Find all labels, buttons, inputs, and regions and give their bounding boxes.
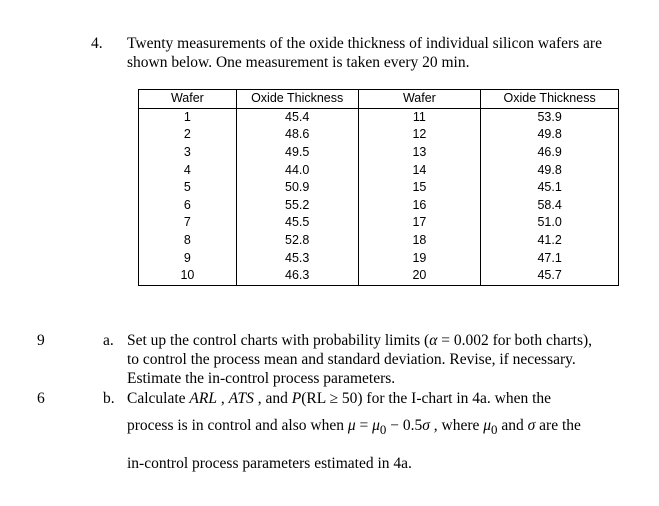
wafer-cell: 18 [358,232,481,250]
thickness-cell: 44.0 [236,161,358,179]
table-row [139,161,619,179]
header-wafer-1: Wafer [139,90,237,109]
wafer-cell: 17 [358,214,481,232]
wafer-cell: 1 [139,108,237,126]
part-a-line-1-post: for both charts), [488,332,593,349]
minus-term: − 0.5 [386,417,423,434]
part-a-alpha-value: = 0.002 [437,332,489,349]
part-b-line-2 [127,416,637,439]
rl-expression: (RL ≥ 50) [301,390,363,407]
part-b-letter: b. [103,390,115,407]
table-row [139,249,619,267]
wafer-cell: 7 [139,214,237,232]
thickness-cell: 52.8 [236,232,358,250]
thickness-cell: 48.6 [236,126,358,144]
thickness-cell: 47.1 [481,249,619,267]
thickness-cell: 46.9 [481,144,619,162]
alpha-symbol: α [429,332,438,349]
table-row [139,267,619,285]
wafer-cell: 13 [358,144,481,162]
thickness-cell: 46.3 [236,267,358,285]
part-b-where: , where [429,417,484,434]
table-row [139,144,619,162]
mu-symbol: μ [347,417,356,434]
table-body [139,108,619,285]
header-oxide-thickness-2: Oxide Thickness [481,90,619,109]
part-a-marks: 9 [37,332,45,349]
wafer-cell: 2 [139,126,237,144]
wafer-cell: 14 [358,161,481,179]
thickness-cell: 58.4 [481,197,619,215]
table-row [139,126,619,144]
wafer-cell: 19 [358,249,481,267]
wafer-cell: 6 [139,197,237,215]
thickness-cell: 45.3 [236,249,358,267]
table-row [139,179,619,197]
wafer-cell: 9 [139,249,237,267]
wafer-cell: 16 [358,197,481,215]
wafer-cell: 5 [139,179,237,197]
wafer-cell: 12 [358,126,481,144]
part-b-line-1-post: for the I-chart in 4a. when the [362,390,552,407]
table-header-row [139,90,619,109]
wafer-cell: 11 [358,108,481,126]
equals-sign: = [355,417,373,434]
thickness-cell: 55.2 [236,197,358,215]
thickness-cell: 45.5 [236,214,358,232]
header-wafer-2: Wafer [358,90,481,109]
part-b-and: and [497,417,528,434]
part-b-line-1 [127,389,637,408]
thickness-cell: 51.0 [481,214,619,232]
table-row [139,214,619,232]
thickness-cell: 45.4 [236,108,358,126]
mu-zero-subscript: 0 [379,422,387,438]
table-row [139,232,619,250]
part-b-line-2-end: are the [535,417,581,434]
thickness-cell: 49.8 [481,161,619,179]
part-b-comma-1: , [216,390,229,407]
wafer-cell: 8 [139,232,237,250]
thickness-cell: 53.9 [481,108,619,126]
oxide-thickness-table [138,89,619,286]
thickness-cell: 45.7 [481,267,619,285]
thickness-cell: 45.1 [481,179,619,197]
part-b-pre: Calculate [127,390,190,407]
part-b-line-2-pre: process is in control and also when [127,417,348,434]
part-b-comma-2: , and [253,390,292,407]
wafer-cell: 10 [139,267,237,285]
mu-zero-symbol-2: μ [483,417,492,434]
thickness-cell: 49.5 [236,144,358,162]
thickness-cell: 41.2 [481,232,619,250]
header-oxide-thickness-1: Oxide Thickness [236,90,358,109]
thickness-cell: 49.8 [481,126,619,144]
part-b-marks: 6 [37,390,45,407]
mu-zero-symbol: μ [372,417,380,434]
part-a-line-1-pre: Set up the control charts with probability limits ( [127,332,430,349]
question-number: 4. [91,35,103,52]
probability-p: P [291,390,302,407]
thickness-cell: 50.9 [236,179,358,197]
ats-term: ATS [228,390,254,407]
part-a-line-3: Estimate the in-control process parameters. [127,370,396,387]
mu-zero-subscript-2: 0 [491,422,498,438]
table-row [139,108,619,126]
part-a-line-1 [127,331,637,350]
arl-term: ARL [189,390,217,407]
part-b-line-3: in-control process parameters estimated in 4a. [127,455,412,472]
wafer-cell: 20 [358,267,481,285]
part-a-line-2: to control the process mean and standard deviation. Revise, if necessary. [127,351,576,368]
sigma-symbol: σ [422,417,430,434]
wafer-cell: 3 [139,144,237,162]
wafer-cell: 15 [358,179,481,197]
question-text: Twenty measurements of the oxide thickness of individual silicon wafers are shown below. One measurement is taken every 20 min. [127,35,602,71]
sigma-symbol-2: σ [527,417,536,434]
part-a-letter: a. [103,332,114,349]
wafer-cell: 4 [139,161,237,179]
table-row [139,197,619,215]
